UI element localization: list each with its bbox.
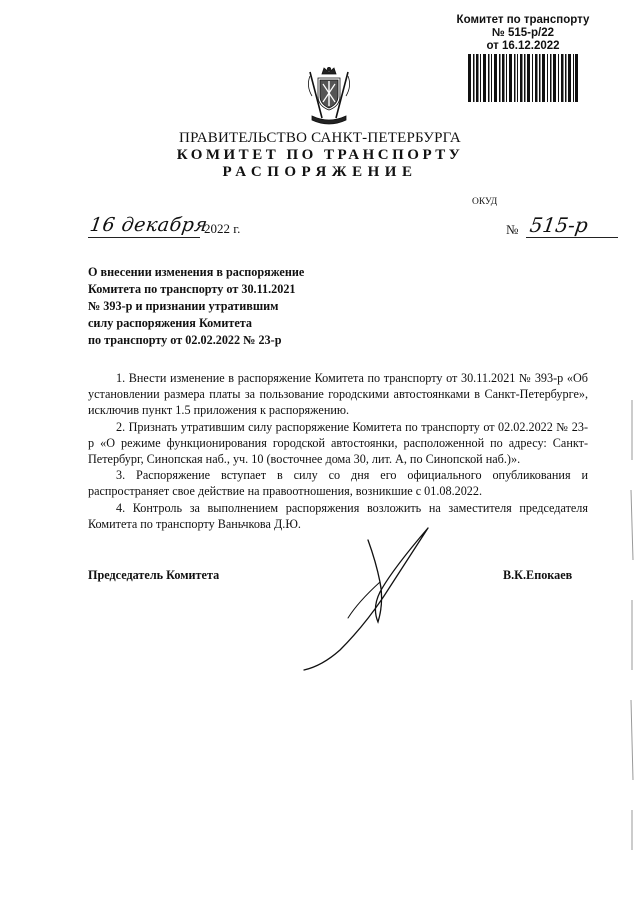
subject-line: № 393-р и признании утратившим	[88, 299, 279, 313]
date-year: 2022 г.	[204, 221, 241, 236]
handwritten-signature	[288, 522, 448, 682]
scan-edge-mark	[628, 400, 636, 850]
coat-of-arms-emblem	[302, 66, 356, 128]
handwritten-date: 16 декабря	[88, 214, 210, 236]
committee-title: КОМИТЕТ ПО ТРАНСПОРТУ	[176, 147, 464, 163]
document-number	[506, 214, 616, 240]
subject-line: Комитета по транспорту от 30.11.2021	[88, 282, 296, 296]
signatory-name: В.К.Епокаев	[503, 568, 573, 582]
barcode	[468, 54, 578, 102]
number-underline	[526, 237, 618, 238]
document-body	[88, 370, 588, 532]
subject-line: О внесении изменения в распоряжение	[88, 265, 305, 279]
stamp-committee: Комитет по транспорту	[456, 14, 590, 26]
government-title: ПРАВИТЕЛЬСТВО САНКТ-ПЕТЕРБУРГА	[179, 130, 461, 146]
signatory-position: Председатель Комитета	[88, 568, 220, 582]
stamp-date: от 16.12.2022	[486, 40, 560, 52]
date-underline	[88, 237, 200, 238]
registration-stamp	[448, 14, 598, 53]
document-date	[88, 214, 288, 240]
stamp-number: № 515-р/22	[491, 27, 555, 39]
subject-line: по транспорту от 02.02.2022 № 23-р	[88, 333, 282, 347]
number-sign: №	[506, 222, 519, 237]
paragraph-4: 4. Контроль за выполнением распоряжения возложить на заместителя председателя Комитета по транспорту Ваньчкова Д.Ю.	[88, 500, 588, 531]
okud-label: ОКУД	[472, 197, 498, 207]
subject-line: силу распоряжения Комитета	[88, 316, 252, 330]
paragraph-3: 3. Распоряжение вступает в силу со дня его официального опубликования и распространяет свое действие на правоотношения, возникшие с 01.08.2022.	[88, 468, 588, 499]
document-type-title: РАСПОРЯЖЕНИЕ	[222, 164, 418, 180]
paragraph-1: 1. Внести изменение в распоряжение Комитета по транспорту от 30.11.2021 № 393-р «Об установлении размера платы за пользование городскими автостоянками в Санкт-Петербурге», исключив пункт 1.5 приложения к распоряжению.	[88, 371, 588, 418]
handwritten-number: 515-р	[528, 213, 590, 237]
document-subject	[88, 264, 408, 349]
paragraph-2: 2. Признать утратившим силу распоряжение Комитета по транспорту от 02.02.2022 № 23-р «О режиме функционирования городской автостоянки, расположенной по адресу: Санкт-Петербург, Синопская наб., уч. 10 (восточнее дома 30, лит. А, по Синопской наб.)».	[88, 419, 588, 467]
